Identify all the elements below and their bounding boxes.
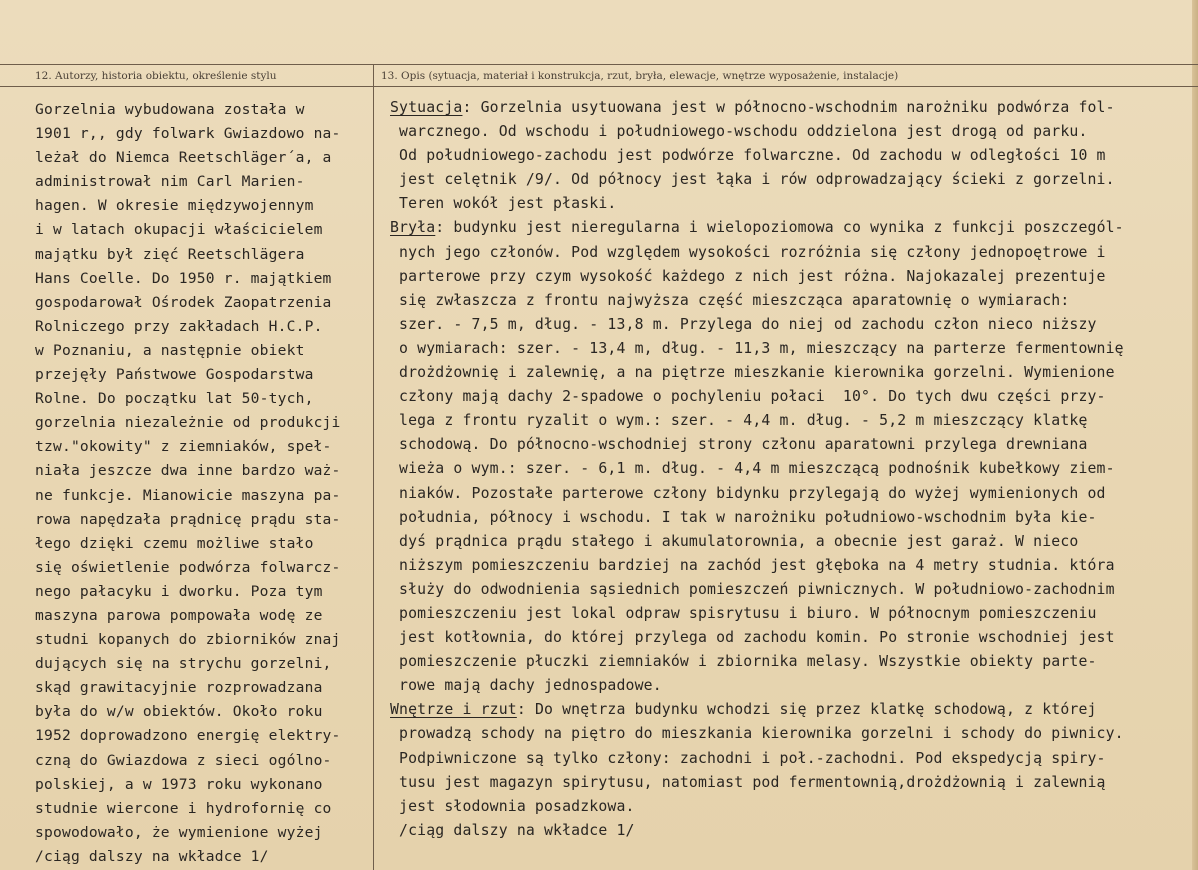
description-text-line	[390, 819, 1190, 843]
line-text: służy do odwodnienia sąsiednich pomieszczeń piwnicznych. W południowo-zachodnim	[390, 580, 1115, 598]
history-text-line: przejęły Państwowe Gospodarstwa	[35, 366, 314, 384]
line-text: pomieszczenie płuczki ziemniaków i zbiornika melasy. Wszystkie obiekty parte-	[390, 653, 1097, 671]
left-column-header: 12. Autorzy, historia obiektu, określenie stylu	[35, 70, 277, 82]
line-text: nych jego członów. Pod względem wysokości rozróżnia się człony jednopoętrowe i	[390, 243, 1106, 261]
line-text: jest celętnik /9/. Od północy jest łąka i rów odprowadzający ścieki z gorzelni.	[390, 171, 1115, 189]
card-edge	[1192, 0, 1198, 870]
history-text-line: /ciąg dalszy na wkładce 1/	[35, 847, 269, 865]
line-text: szer. - 7,5 m, dług. - 13,8 m. Przylega do niej od zachodu człon nieco niższy	[390, 315, 1097, 333]
line-text: o wymiarach: szer. - 13,4 m, dług. - 11,3 m, mieszczący na parterze fermentownię	[390, 339, 1124, 357]
history-text-line: Hans Coelle. Do 1950 r. majątkiem	[35, 269, 332, 287]
line-text: rowe mają dachy jednospadowe.	[390, 677, 662, 695]
line-text: wieża o wym.: szer. - 6,1 m. dług. - 4,4 m mieszczącą podnośnik kubełkowy ziem-	[390, 460, 1115, 478]
line-text: pomieszczeniu jest lokal odpraw spisrytusu i biuro. W północnym pomieszczeniu	[390, 604, 1097, 622]
history-text-line: ne funkcje. Mianowicie maszyna pa-	[35, 486, 341, 504]
description-text-line	[390, 747, 1190, 771]
history-text-line: 1952 doprowadzono energię elektry-	[35, 727, 341, 745]
line-text: Teren wokół jest płaski.	[390, 195, 617, 213]
description-text-line	[390, 96, 1190, 120]
description-text-line	[390, 361, 1190, 385]
description-text-line	[390, 241, 1190, 265]
line-text: tusu jest magazyn spirytusu, natomiast pod fermentownią,drożdżownią i zalewnią	[390, 773, 1106, 791]
line-text: niższym pomieszczeniu bardziej na zachód jest głęboka na 4 metry studnia. która	[390, 556, 1115, 574]
description-text-line	[390, 192, 1190, 216]
line-text: drożdżownię i zalewnię, a na piętrze mieszkanie kierownika gorzelni. Wymienione	[390, 364, 1115, 382]
right-column-header: 13. Opis (sytuacja, materiał i konstrukcja, rzut, bryła, elewacje, wnętrze wyposażenie, instalacje)	[381, 70, 899, 82]
description-text-line	[390, 674, 1190, 698]
description-text-line	[390, 144, 1190, 168]
line-text: parterowe przy czym wysokość każdego z nich jest różna. Najokazalej prezentuje	[390, 267, 1106, 285]
line-text: Podpiwniczone są tylko człony: zachodni i poł.-zachodni. Pod ekspedycją spiry-	[390, 749, 1106, 767]
description-text-line	[390, 650, 1190, 674]
line-text: : Do wnętrza budynku wchodzi się przez klatkę schodową, z której	[516, 701, 1097, 719]
history-text-line: w Poznaniu, a następnie obiekt	[35, 341, 305, 359]
description-text-line	[390, 385, 1190, 409]
line-text: lega z frontu ryzalit o wym.: szer. - 4,4 m. dług. - 5,2 m mieszczący klatkę	[390, 412, 1088, 430]
line-text: Od południowego-zachodu jest podwórze folwarczne. Od zachodu w odległości 10 m	[390, 147, 1106, 165]
history-text-line: tzw."okowity" z ziemniaków, speł-	[35, 438, 332, 456]
history-text-line: spowodowało, że wymienione wyżej	[35, 823, 323, 841]
line-text: jest kotłownia, do której przylega od zachodu komin. Po stronie wschodniej jest	[390, 629, 1115, 647]
history-text-line: czną do Gwiazdowa z sieci ogólno-	[35, 751, 332, 769]
line-text: niaków. Pozostałe parterowe człony bidynku przylegają do wyżej wymienionych od	[390, 484, 1106, 502]
history-text-line: majątku był zięć Reetschlägera	[35, 245, 305, 263]
line-text: południa, północy i wschodu. I tak w narożniku południowo-wschodnim była kie-	[390, 508, 1097, 526]
history-text-line: leżał do Niemca Reetschläger´a, a	[35, 149, 332, 167]
description-text-line	[390, 120, 1190, 144]
description-text-line	[390, 722, 1190, 746]
description-text-line	[390, 337, 1190, 361]
column-divider	[373, 64, 374, 870]
description-text-line	[390, 506, 1190, 530]
history-text-column	[35, 98, 370, 869]
history-text-line: studnie wiercone i hydrofornię co	[35, 799, 332, 817]
description-text-line	[390, 482, 1190, 506]
history-text-line: Rolniczego przy zakładach H.C.P.	[35, 317, 323, 335]
line-text: dyś prądnica prądu stałego i akumulatorownia, a obecnie jest garaż. W nieco	[390, 532, 1079, 550]
history-text-line: Rolne. Do początku lat 50-tych,	[35, 390, 314, 408]
description-text-line	[390, 216, 1190, 240]
line-text: /ciąg dalszy na wkładce 1/	[390, 821, 635, 839]
history-text-line: niała jeszcze dwa inne bardzo waż-	[35, 462, 341, 480]
section-label: Sytuacja	[390, 99, 463, 116]
header-bottom-rule	[0, 86, 1198, 87]
history-text-line: rowa napędzała prądnicę prądu sta-	[35, 510, 341, 528]
history-text-line: gospodarował Ośrodek Zaopatrzenia	[35, 293, 332, 311]
history-text-line: maszyna parowa pompowała wodę ze	[35, 606, 323, 624]
line-text: schodową. Do północno-wschodniej strony członu aparatowni przylega drewniana	[390, 436, 1088, 454]
section-label: Bryła	[390, 219, 436, 237]
history-text-line: nego pałacyku i dworku. Poza tym	[35, 582, 323, 600]
description-text-line	[390, 698, 1190, 722]
line-text: człony mają dachy 2-spadowe o pochyleniu połaci 10°. Do tych dwu części przy-	[390, 388, 1106, 406]
line-text: się zwłaszcza z frontu najwyższa część mieszcząca aparatownię o wymiarach:	[390, 291, 1070, 309]
history-text-line: studni kopanych do zbiorników znaj	[35, 631, 341, 649]
history-text-line: i w latach okupacji właścicielem	[35, 221, 323, 239]
section-label: Wnętrze i rzut	[390, 701, 517, 719]
description-text-line	[390, 578, 1190, 602]
history-text-line: Gorzelnia wybudowana została w	[35, 101, 305, 118]
description-text-line	[390, 313, 1190, 337]
history-text-line: była do w/w obiektów. Około roku	[35, 703, 323, 721]
line-text: warcznego. Od wschodu i południowego-wschodu oddzielona jest drogą od parku.	[390, 123, 1088, 141]
line-text: prowadzą schody na piętro do mieszkania kierownika gorzelni i schody do piwnicy.	[390, 725, 1124, 743]
history-text-line: się oświetlenie podwórza folwarcz-	[35, 558, 341, 576]
history-text-line: administrował nim Carl Marien-	[35, 173, 305, 191]
description-text-line	[390, 626, 1190, 650]
history-text-line: skąd grawitacyjnie rozprowadzana	[35, 679, 323, 697]
history-text-line: dujących się na strychu gorzelni,	[35, 655, 332, 673]
description-text-line	[390, 795, 1190, 819]
description-text-line	[390, 771, 1190, 795]
line-text: : Gorzelnia usytuowana jest w północno-wschodnim narożniku podwórza fol-	[462, 99, 1115, 116]
history-text-line: hagen. W okresie międzywojennym	[35, 197, 314, 215]
line-text: : budynku jest nieregularna i wielopoziomowa co wynika z funkcji poszczegól-	[435, 219, 1124, 237]
history-text-line: 1901 r,, gdy folwark Gwiazdowo na-	[35, 125, 341, 143]
description-text-line	[390, 457, 1190, 481]
description-text-line	[390, 554, 1190, 578]
description-text-column	[390, 96, 1190, 843]
history-text-line: polskiej, a w 1973 roku wykonano	[35, 775, 323, 793]
description-text-line	[390, 168, 1190, 192]
description-text-line	[390, 602, 1190, 626]
header-top-rule	[0, 64, 1198, 65]
line-text: jest słodownia posadzkowa.	[390, 797, 635, 815]
description-text-line	[390, 530, 1190, 554]
description-text-line	[390, 289, 1190, 313]
history-text-line: gorzelnia niezależnie od produkcji	[35, 414, 341, 432]
description-text-line	[390, 433, 1190, 457]
history-text-line: łego dzięki czemu możliwe stało	[35, 534, 314, 552]
description-text-line	[390, 409, 1190, 433]
description-text-line	[390, 265, 1190, 289]
